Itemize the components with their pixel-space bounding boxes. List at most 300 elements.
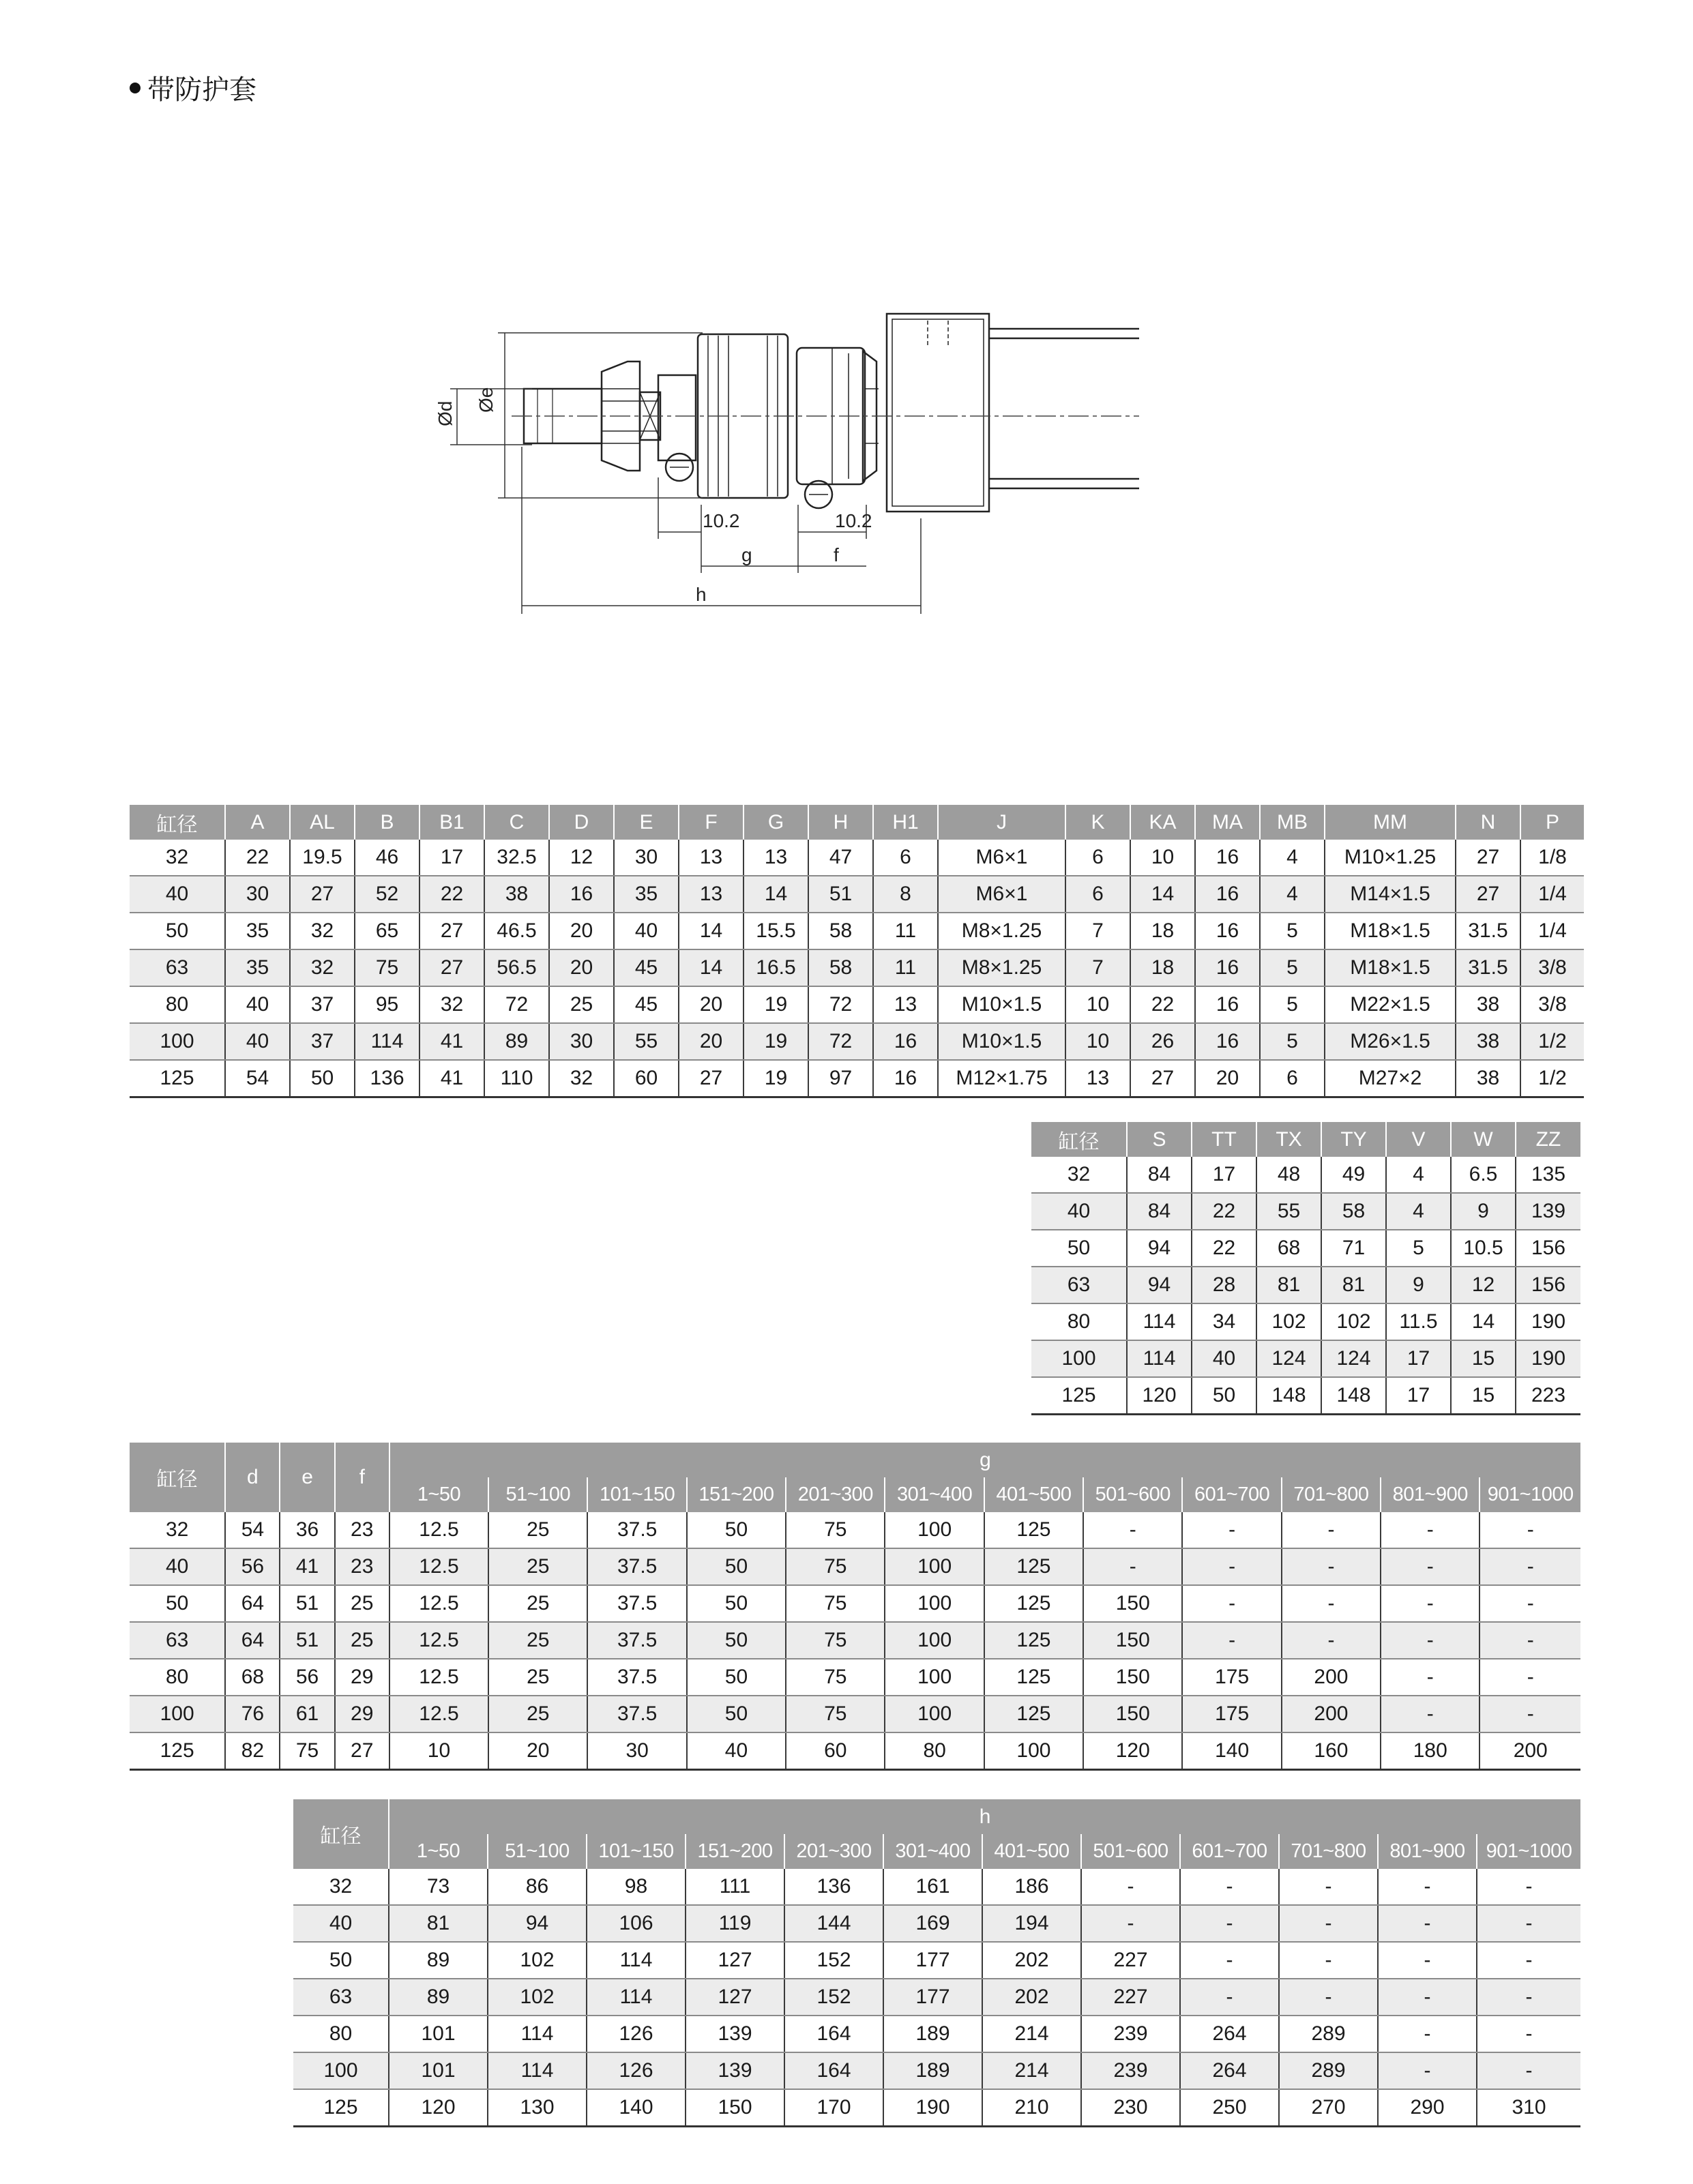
table-cell: 40 [225, 1023, 290, 1060]
dimension-table-secondary [1031, 1122, 1580, 1415]
table-cell: 31.5 [1456, 913, 1520, 949]
table-cell: 135 [1516, 1157, 1580, 1193]
table-cell: 150 [686, 2089, 784, 2127]
table-cell: M10×1.25 [1325, 840, 1456, 876]
table-cell: 156 [1516, 1267, 1580, 1303]
table-cell: 50 [130, 1585, 225, 1622]
table-cell: 12.5 [389, 1548, 488, 1585]
table-cell: 22 [1192, 1230, 1256, 1267]
table-row [130, 840, 1584, 876]
table-cell: 19 [744, 1023, 808, 1060]
table-cell: 27 [419, 949, 484, 986]
column-header: ZZ [1516, 1122, 1580, 1157]
table-cell: 11.5 [1386, 1303, 1451, 1340]
table-cell: 152 [784, 1979, 883, 2016]
table-cell: 81 [1256, 1267, 1321, 1303]
table-cell: 100 [885, 1696, 984, 1732]
table-cell: 5 [1386, 1230, 1451, 1267]
table-cell: 25 [488, 1622, 587, 1659]
table-cell: - [1282, 1548, 1381, 1585]
dim-label-d: Ød [435, 400, 456, 426]
table-cell: 64 [225, 1622, 280, 1659]
table-cell: 202 [982, 1979, 1081, 2016]
table-cell: 25 [488, 1512, 587, 1548]
table-cell: 127 [686, 1979, 784, 2016]
table-cell: 30 [549, 1023, 614, 1060]
table-cell: 63 [130, 949, 225, 986]
dimension-table-h [293, 1799, 1580, 2127]
table-cell: 38 [1456, 986, 1520, 1023]
table-cell: 239 [1081, 2052, 1180, 2089]
column-header: J [938, 805, 1065, 840]
table-cell: 16 [1195, 986, 1260, 1023]
table-cell: - [1477, 1905, 1580, 1942]
table-cell: 49 [1321, 1157, 1386, 1193]
table-cell: 270 [1279, 2089, 1378, 2127]
table-cell: 124 [1256, 1340, 1321, 1377]
table-cell: 45 [614, 986, 679, 1023]
table-row [1031, 1230, 1580, 1267]
table-cell: 1/8 [1520, 840, 1584, 876]
table-cell: 35 [225, 949, 290, 986]
table-cell: - [1180, 1942, 1279, 1979]
table-cell: 16.5 [744, 949, 808, 986]
table-cell: 34 [1192, 1303, 1256, 1340]
column-header: 缸径 [130, 1443, 225, 1512]
table-cell: M8×1.25 [938, 949, 1065, 986]
tie-rods [989, 329, 1139, 488]
table-cell: - [1378, 1979, 1477, 2016]
column-header: 缸径 [293, 1799, 389, 1869]
table-cell: 75 [786, 1696, 885, 1732]
table-cell: 50 [687, 1622, 786, 1659]
table-row [130, 1512, 1580, 1548]
table-cell: - [1479, 1622, 1580, 1659]
table-cell: 14 [679, 949, 744, 986]
table-cell: 200 [1282, 1696, 1381, 1732]
table-cell: 27 [335, 1732, 389, 1770]
table-cell: M26×1.5 [1325, 1023, 1456, 1060]
table-cell: - [1279, 1942, 1378, 1979]
table-cell: 51 [280, 1585, 334, 1622]
bullet-icon [130, 83, 141, 93]
column-header: A [225, 805, 290, 840]
column-header: D [549, 805, 614, 840]
range-header: 201~300 [784, 1834, 883, 1869]
table-cell: 22 [1130, 986, 1195, 1023]
table-cell: 20 [679, 986, 744, 1023]
table-cell: 120 [389, 2089, 488, 2127]
table-cell: 100 [885, 1622, 984, 1659]
table-cell: 51 [808, 876, 873, 913]
group-header: h [389, 1799, 1580, 1834]
table-cell: 164 [784, 2052, 883, 2089]
table-cell: - [1081, 1905, 1180, 1942]
table-cell: 73 [389, 1869, 488, 1905]
table-cell: 35 [225, 913, 290, 949]
table-cell: 50 [687, 1548, 786, 1585]
table-cell: 20 [549, 949, 614, 986]
column-header: e [280, 1443, 334, 1512]
table-cell: 125 [984, 1512, 1083, 1548]
dim-label-f: f [834, 544, 839, 565]
table-cell: 6 [1065, 876, 1130, 913]
table-cell: 190 [883, 2089, 982, 2127]
column-header: MM [1325, 805, 1456, 840]
table-cell: 31.5 [1456, 949, 1520, 986]
table-row [293, 2089, 1580, 2127]
table-cell: 75 [786, 1659, 885, 1696]
table-cell: 139 [686, 2052, 784, 2089]
table-cell: 17 [419, 840, 484, 876]
table-cell: 68 [1256, 1230, 1321, 1267]
table-row [130, 1585, 1580, 1622]
table-cell: 161 [883, 1869, 982, 1905]
table-cell: 40 [1192, 1340, 1256, 1377]
table-row [130, 1622, 1580, 1659]
table-cell: 125 [984, 1548, 1083, 1585]
table-cell: 110 [484, 1060, 549, 1097]
column-header: AL [290, 805, 355, 840]
table-cell: 32 [130, 1512, 225, 1548]
table-cell: 55 [614, 1023, 679, 1060]
table-cell: 38 [1456, 1023, 1520, 1060]
rear-clamp [658, 375, 696, 460]
table-cell: 54 [225, 1060, 290, 1097]
table-cell: 63 [293, 1979, 389, 2016]
range-header: 51~100 [488, 1834, 587, 1869]
table-cell: 17 [1386, 1340, 1451, 1377]
table-row [293, 1979, 1580, 2016]
section-title-text: 带防护套 [147, 75, 256, 105]
table-cell: 1/2 [1520, 1060, 1584, 1097]
table-cell: 125 [1031, 1377, 1127, 1415]
column-header: H1 [873, 805, 938, 840]
subheader-row [293, 1834, 1580, 1869]
table-cell: M8×1.25 [938, 913, 1065, 949]
table-row [293, 1905, 1580, 1942]
table-cell: 214 [982, 2052, 1081, 2089]
table-cell: 200 [1282, 1659, 1381, 1696]
table-cell: 56 [280, 1659, 334, 1696]
table-cell: 80 [130, 986, 225, 1023]
table-cell: 89 [389, 1979, 488, 2016]
table-cell: 27 [679, 1060, 744, 1097]
table-cell: 15 [1451, 1377, 1516, 1415]
table-cell: 82 [225, 1732, 280, 1770]
table-cell: 22 [1192, 1193, 1256, 1230]
table-cell: 6 [873, 840, 938, 876]
table-cell: 100 [885, 1512, 984, 1548]
dim-label-10-2-right: 10.2 [835, 510, 872, 531]
table-cell: 15.5 [744, 913, 808, 949]
range-header: 901~1000 [1477, 1834, 1580, 1869]
table-cell: 5 [1260, 913, 1325, 949]
table-cell: 3/8 [1520, 949, 1584, 986]
table-cell: 30 [225, 876, 290, 913]
table-cell: 227 [1081, 1979, 1180, 2016]
table-cell: - [1479, 1696, 1580, 1732]
column-header: K [1065, 805, 1130, 840]
table-cell: 150 [1083, 1696, 1182, 1732]
table-cell: 25 [488, 1696, 587, 1732]
table-cell: 177 [883, 1979, 982, 2016]
table-cell: 80 [885, 1732, 984, 1770]
table-cell: 89 [389, 1942, 488, 1979]
table-cell: 22 [225, 840, 290, 876]
header-row [130, 1443, 1580, 1477]
range-header: 701~800 [1282, 1477, 1381, 1512]
table-cell: 32 [419, 986, 484, 1023]
table-row [1031, 1157, 1580, 1193]
table-cell: 40 [130, 1548, 225, 1585]
table-cell: 11 [873, 913, 938, 949]
table-cell: 58 [808, 949, 873, 986]
table-cell: 72 [808, 1023, 873, 1060]
table-cell: 100 [885, 1659, 984, 1696]
table-cell: 152 [784, 1942, 883, 1979]
column-header: W [1451, 1122, 1516, 1157]
table-cell: 100 [885, 1585, 984, 1622]
table-cell: 170 [784, 2089, 883, 2127]
table-cell: 19.5 [290, 840, 355, 876]
table-cell: 84 [1127, 1157, 1192, 1193]
table-cell: 75 [786, 1622, 885, 1659]
table-cell: 37.5 [587, 1548, 686, 1585]
table-cell: 50 [1031, 1230, 1127, 1267]
table-cell: 32 [293, 1869, 389, 1905]
table-cell: 19 [744, 986, 808, 1023]
table-cell: 16 [873, 1023, 938, 1060]
dim-label-10-2-left: 10.2 [703, 510, 740, 531]
table-cell: 4 [1386, 1157, 1451, 1193]
table-cell: 289 [1279, 2052, 1378, 2089]
table-cell: 190 [1516, 1303, 1580, 1340]
table-cell: 214 [982, 2016, 1081, 2052]
table-cell: 72 [484, 986, 549, 1023]
table-cell: 10 [389, 1732, 488, 1770]
table-cell: 50 [687, 1512, 786, 1548]
table-cell: 50 [687, 1696, 786, 1732]
table-cell: 6 [1260, 1060, 1325, 1097]
table-cell: - [1378, 2016, 1477, 2052]
table-cell: 37.5 [587, 1585, 686, 1622]
table-cell: - [1182, 1548, 1281, 1585]
table-cell: 16 [1195, 1023, 1260, 1060]
table-row [1031, 1303, 1580, 1340]
table-cell: 55 [1256, 1193, 1321, 1230]
table-cell: 25 [549, 986, 614, 1023]
table-cell: 8 [873, 876, 938, 913]
column-header: TT [1192, 1122, 1256, 1157]
column-header: MA [1195, 805, 1260, 840]
dimension-table-g [130, 1443, 1580, 1771]
table-row [130, 1060, 1584, 1097]
table-row [130, 1696, 1580, 1732]
table-cell: 127 [686, 1942, 784, 1979]
table-cell: 4 [1260, 876, 1325, 913]
table-cell: 7 [1065, 949, 1130, 986]
table-cell: 27 [1456, 876, 1520, 913]
column-header: S [1127, 1122, 1192, 1157]
table-cell: 150 [1083, 1622, 1182, 1659]
table-cell: 102 [1256, 1303, 1321, 1340]
table-cell: 223 [1516, 1377, 1580, 1415]
table-cell: 40 [687, 1732, 786, 1770]
table-cell: 12 [549, 840, 614, 876]
table-cell: 114 [488, 2052, 587, 2089]
table-cell: 12.5 [389, 1659, 488, 1696]
range-header: 401~500 [984, 1477, 1083, 1512]
table-cell: - [1477, 1979, 1580, 2016]
table-cell: 23 [335, 1512, 389, 1548]
table-cell: 14 [1130, 876, 1195, 913]
table-cell: 48 [1256, 1157, 1321, 1193]
table-cell: 10 [1065, 986, 1130, 1023]
table-cell: 125 [984, 1696, 1083, 1732]
table-cell: 26 [1130, 1023, 1195, 1060]
column-header: F [679, 805, 744, 840]
table-cell: 13 [744, 840, 808, 876]
table-cell: 27 [290, 876, 355, 913]
table-cell: 68 [225, 1659, 280, 1696]
table-cell: 38 [484, 876, 549, 913]
table-cell: 75 [786, 1585, 885, 1622]
column-header: KA [1130, 805, 1195, 840]
table-cell: 125 [984, 1622, 1083, 1659]
table-cell: 100 [130, 1696, 225, 1732]
table-cell: 148 [1256, 1377, 1321, 1415]
table-cell: - [1477, 1869, 1580, 1905]
table-cell: 63 [130, 1622, 225, 1659]
table-cell: - [1479, 1585, 1580, 1622]
table-cell: 180 [1381, 1732, 1479, 1770]
table-cell: M22×1.5 [1325, 986, 1456, 1023]
table-cell: 13 [1065, 1060, 1130, 1097]
table-cell: 139 [1516, 1193, 1580, 1230]
table-cell: 114 [1127, 1303, 1192, 1340]
table-cell: M10×1.5 [938, 986, 1065, 1023]
column-header: 缸径 [130, 805, 225, 840]
column-header: d [225, 1443, 280, 1512]
table-cell: - [1279, 1905, 1378, 1942]
table-row [130, 876, 1584, 913]
table-cell: 32 [290, 949, 355, 986]
table-cell: 51 [280, 1622, 334, 1659]
table-cell: 120 [1127, 1377, 1192, 1415]
table-cell: 15 [1451, 1340, 1516, 1377]
table-cell: 250 [1180, 2089, 1279, 2127]
table-cell: M10×1.5 [938, 1023, 1065, 1060]
table-cell: 52 [355, 876, 419, 913]
range-header: 151~200 [686, 1834, 784, 1869]
table-cell: 210 [982, 2089, 1081, 2127]
table-row [293, 2052, 1580, 2089]
table-cell: 140 [1182, 1732, 1281, 1770]
table-cell: - [1381, 1696, 1479, 1732]
table-cell: 58 [1321, 1193, 1386, 1230]
column-header: B [355, 805, 419, 840]
range-header: 1~50 [389, 1834, 488, 1869]
range-header: 501~600 [1083, 1477, 1182, 1512]
table-cell: 12.5 [389, 1622, 488, 1659]
table-cell: 98 [587, 1869, 686, 1905]
table-cell: 89 [484, 1023, 549, 1060]
table-cell: 50 [1192, 1377, 1256, 1415]
table-row [1031, 1267, 1580, 1303]
header-row [293, 1799, 1580, 1834]
table-cell: M14×1.5 [1325, 876, 1456, 913]
column-header: N [1456, 805, 1520, 840]
table-row [130, 1548, 1580, 1585]
table-cell: M18×1.5 [1325, 913, 1456, 949]
table-cell: 156 [1516, 1230, 1580, 1267]
table-cell: - [1381, 1548, 1479, 1585]
table-cell: 264 [1180, 2016, 1279, 2052]
table-cell: 150 [1083, 1659, 1182, 1696]
table-cell: 32 [549, 1060, 614, 1097]
table-cell: 189 [883, 2016, 982, 2052]
table-cell: - [1282, 1622, 1381, 1659]
table-cell: 29 [335, 1659, 389, 1696]
column-header: V [1386, 1122, 1451, 1157]
table-cell: 40 [130, 876, 225, 913]
table-cell: - [1180, 1869, 1279, 1905]
column-header: f [335, 1443, 389, 1512]
table-cell: - [1182, 1512, 1281, 1548]
table-cell: 37.5 [587, 1696, 686, 1732]
table-cell: - [1282, 1585, 1381, 1622]
table-cell: 16 [1195, 949, 1260, 986]
table-cell: 25 [488, 1585, 587, 1622]
table-cell: 120 [1083, 1732, 1182, 1770]
table-cell: 97 [808, 1060, 873, 1097]
table-cell: - [1477, 2052, 1580, 2089]
table-cell: 1/4 [1520, 913, 1584, 949]
table-cell: 32.5 [484, 840, 549, 876]
table-cell: 13 [679, 840, 744, 876]
table-cell: - [1477, 2016, 1580, 2052]
table-cell: 9 [1451, 1193, 1516, 1230]
table-cell: 27 [419, 913, 484, 949]
table-cell: 40 [1031, 1193, 1127, 1230]
table-cell: M6×1 [938, 840, 1065, 876]
table-cell: 125 [130, 1060, 225, 1097]
table-cell: 119 [686, 1905, 784, 1942]
table-cell: 17 [1386, 1377, 1451, 1415]
table-cell: 94 [1127, 1267, 1192, 1303]
range-header: 801~900 [1378, 1834, 1477, 1869]
table-cell: 80 [293, 2016, 389, 2052]
table-cell: 38 [1456, 1060, 1520, 1097]
table-cell: 100 [1031, 1340, 1127, 1377]
table-cell: 102 [488, 1979, 587, 2016]
table-cell: 95 [355, 986, 419, 1023]
table-cell: M12×1.75 [938, 1060, 1065, 1097]
table-cell: 1/4 [1520, 876, 1584, 913]
table-cell: 65 [355, 913, 419, 949]
table-cell: 5 [1260, 986, 1325, 1023]
range-header: 101~150 [587, 1477, 686, 1512]
table-cell: M27×2 [1325, 1060, 1456, 1097]
table-cell: 114 [488, 2016, 587, 2052]
table-cell: 239 [1081, 2016, 1180, 2052]
table-row [1031, 1377, 1580, 1415]
table-cell: 45 [614, 949, 679, 986]
table-cell: 41 [419, 1023, 484, 1060]
cylinder-end-cap [887, 314, 989, 512]
table-cell: 11 [873, 949, 938, 986]
